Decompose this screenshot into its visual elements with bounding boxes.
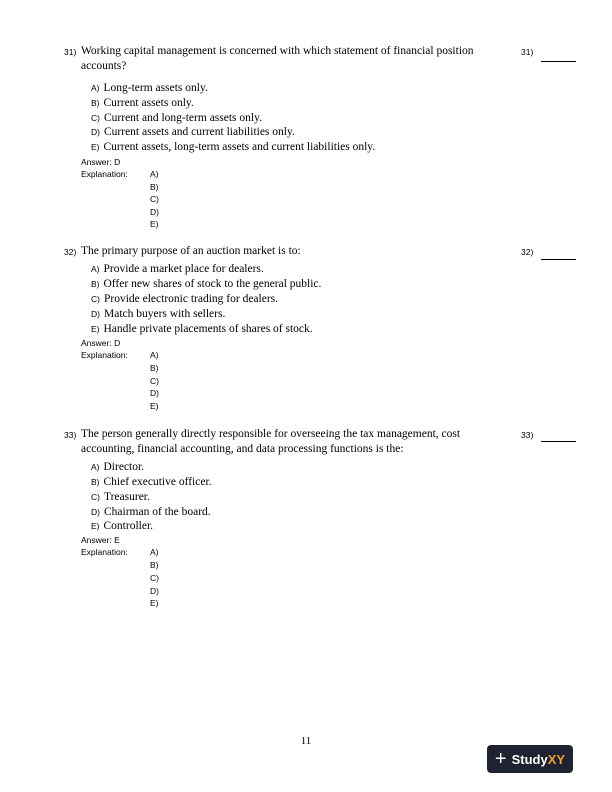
option-letter: C): [91, 113, 100, 123]
explanation-letter: E): [150, 401, 159, 411]
question-text-line: accounts?: [81, 59, 127, 72]
plus-icon: +: [494, 748, 507, 770]
question-number: 33): [64, 430, 77, 440]
answer-line: Answer: D: [81, 338, 121, 348]
question-text-line: The primary purpose of an auction market is to:: [81, 245, 301, 257]
answer-blank: [541, 61, 576, 62]
option-text: Handle private placements of shares of stock.: [103, 323, 313, 335]
option-letter: B): [91, 477, 100, 487]
option-e: [91, 319, 313, 337]
question-text: [81, 44, 501, 73]
option-letter: E): [91, 521, 100, 531]
option-letter: A): [91, 462, 100, 472]
question-number: 31): [64, 47, 77, 57]
question-text: [81, 427, 501, 456]
explanation-letter: C): [150, 573, 159, 583]
option-text: Director.: [103, 461, 145, 473]
page-number: 11: [300, 735, 312, 747]
explanation-label: Explanation:: [81, 169, 128, 179]
answer-blank: [541, 259, 576, 260]
question-number: 32): [64, 247, 77, 257]
answer-line: Answer: E: [81, 535, 120, 545]
option-letter: D): [91, 127, 100, 137]
option-e: [91, 516, 153, 534]
option-text: Current and long-term assets only.: [103, 112, 262, 124]
option-text: Chairman of the board.: [103, 506, 211, 518]
option-text: Chief executive officer.: [103, 476, 212, 488]
question-text-line: Working capital management is concerned with which statement of financial position: [81, 45, 474, 57]
option-letter: E): [91, 324, 100, 334]
option-text: Offer new shares of stock to the general public.: [103, 278, 322, 290]
side-number: 33): [521, 430, 534, 440]
side-number: 31): [521, 47, 534, 57]
option-text: Treasurer.: [103, 491, 150, 503]
explanation-label: Explanation:: [81, 547, 128, 557]
option-text: Provide electronic trading for dealers.: [103, 293, 279, 305]
question-text-line: accounting, financial accounting, and data processing functions is the:: [81, 442, 404, 455]
explanation-letter: A): [150, 350, 159, 360]
option-letter: D): [91, 309, 100, 319]
explanation-letter: B): [150, 560, 159, 570]
explanation-letter: D): [150, 586, 159, 596]
option-letter: C): [91, 294, 100, 304]
explanation-label: Explanation:: [81, 350, 128, 360]
logo-text-main: Study: [511, 751, 548, 767]
explanation-letter: B): [150, 182, 159, 192]
explanation-letter: C): [150, 194, 159, 204]
question-text: [81, 244, 501, 259]
option-letter: C): [91, 492, 100, 502]
option-text: Provide a market place for dealers.: [103, 263, 264, 275]
option-letter: E): [91, 142, 100, 152]
answer-blank: [541, 441, 576, 442]
option-letter: A): [91, 83, 100, 93]
option-text: Current assets, long-term assets and current liabilities only.: [103, 141, 376, 153]
logo-text-accent: XY: [547, 751, 566, 767]
explanation-letter: D): [150, 388, 159, 398]
option-letter: B): [91, 279, 100, 289]
option-text: Current assets only.: [103, 97, 194, 109]
answer-line: Answer: D: [81, 157, 121, 167]
option-text: Long-term assets only.: [103, 82, 208, 94]
explanation-letter: A): [150, 169, 159, 179]
explanation-letter: E): [150, 598, 159, 608]
side-number: 32): [521, 247, 534, 257]
option-letter: A): [91, 264, 100, 274]
explanation-letter: B): [150, 363, 159, 373]
option-text: Match buyers with sellers.: [103, 308, 226, 320]
question-text-line: The person generally directly responsible for overseeing the tax management, cost: [81, 428, 461, 440]
explanation-letter: D): [150, 207, 159, 217]
studyxy-logo: [487, 745, 573, 773]
explanation-letter: C): [150, 376, 159, 386]
explanation-letter: E): [150, 219, 159, 229]
option-letter: D): [91, 507, 100, 517]
option-letter: B): [91, 98, 100, 108]
option-text: Current assets and current liabilities only.: [103, 126, 295, 138]
explanation-letter: A): [150, 547, 159, 557]
option-e: [91, 137, 375, 155]
option-text: Controller.: [103, 520, 154, 532]
